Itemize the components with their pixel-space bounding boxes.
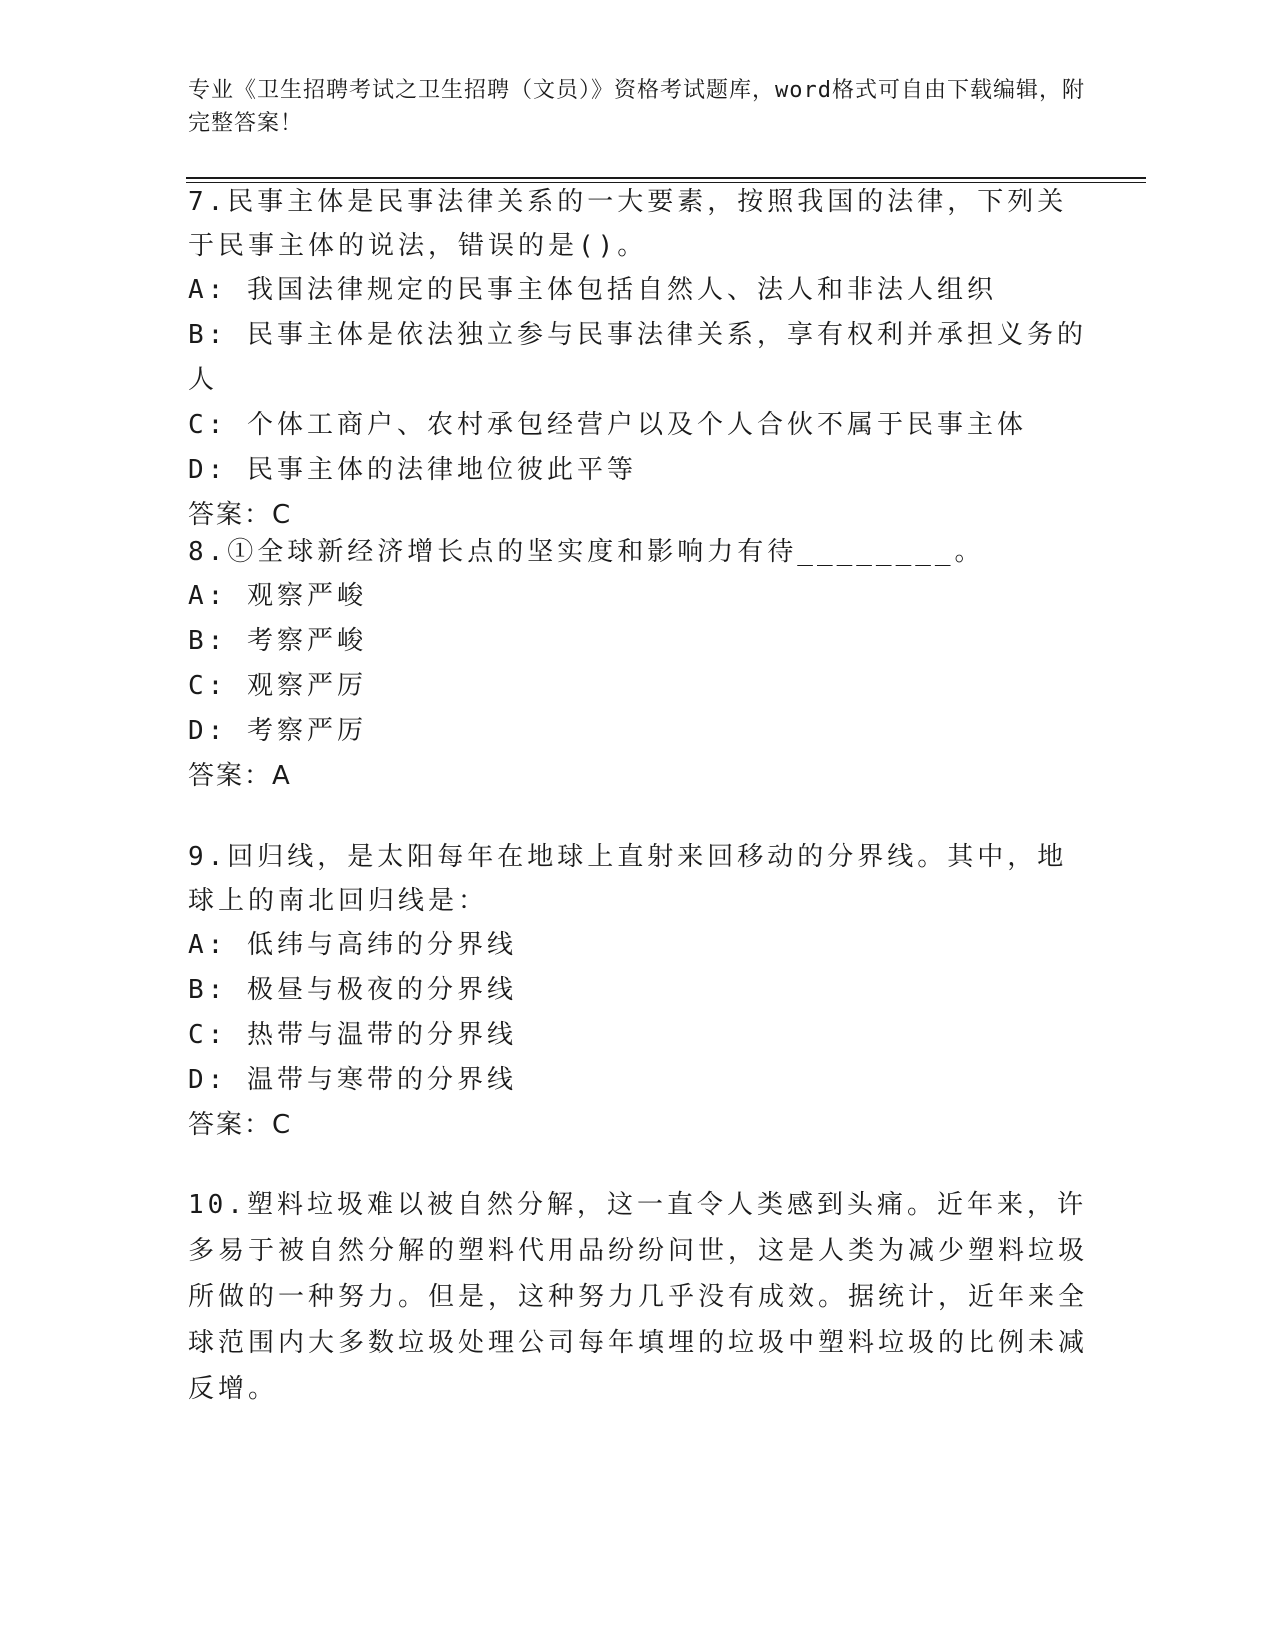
question-stem: 9.回归线，是太阳每年在地球上直射来回移动的分界线。其中，地球上的南北回归线是：	[188, 842, 1068, 916]
answer: 答案：C	[188, 500, 293, 530]
option-d: D: 考察严厉	[188, 716, 367, 746]
question-8	[188, 530, 1088, 799]
option-c: C: 热带与温带的分界线	[188, 1020, 517, 1050]
question-9	[188, 835, 1088, 1148]
question-7	[188, 180, 1088, 538]
question-10	[188, 1182, 1088, 1412]
question-stem: 8.①全球新经济增长点的坚实度和影响力有待________。	[188, 537, 985, 567]
option-d: D: 民事主体的法律地位彼此平等	[188, 455, 637, 485]
option-b: B: 考察严峻	[188, 626, 367, 656]
option-b: B: 民事主体是依法独立参与民事法律关系，享有权利并承担义务的人	[188, 320, 1087, 395]
option-a: A: 观察严峻	[188, 581, 367, 611]
option-c: C: 个体工商户、农村承包经营户以及个人合伙不属于民事主体	[188, 410, 1027, 440]
answer: 答案：A	[188, 761, 292, 791]
option-c: C: 观察严厉	[188, 671, 367, 701]
question-stem: 10.塑料垃圾难以被自然分解，这一直令人类感到头痛。近年来，许多易于被自然分解的塑料代用品纷纷问世，这是人类为减少塑料垃圾所做的一种努力。但是，这种努力几乎没有成效。据统计，近年来全球范围内大多数垃圾处理公司每年填埋的垃圾中塑料垃圾的比例未减反增。	[188, 1190, 1089, 1404]
question-stem: 7.民事主体是民事法律关系的一大要素，按照我国的法律，下列关于民事主体的说法，错误的是()。	[188, 187, 1068, 261]
option-b: B: 极昼与极夜的分界线	[188, 975, 517, 1005]
option-d: D: 温带与寒带的分界线	[188, 1065, 517, 1095]
document-header: 专业《卫生招聘考试之卫生招聘（文员）》资格考试题库，word格式可自由下载编辑，附完整答案！	[188, 78, 1085, 136]
header-divider	[186, 177, 1146, 179]
option-a: A: 低纬与高纬的分界线	[188, 930, 517, 960]
answer: 答案：C	[188, 1110, 293, 1140]
option-a: A: 我国法律规定的民事主体包括自然人、法人和非法人组织	[188, 275, 997, 305]
